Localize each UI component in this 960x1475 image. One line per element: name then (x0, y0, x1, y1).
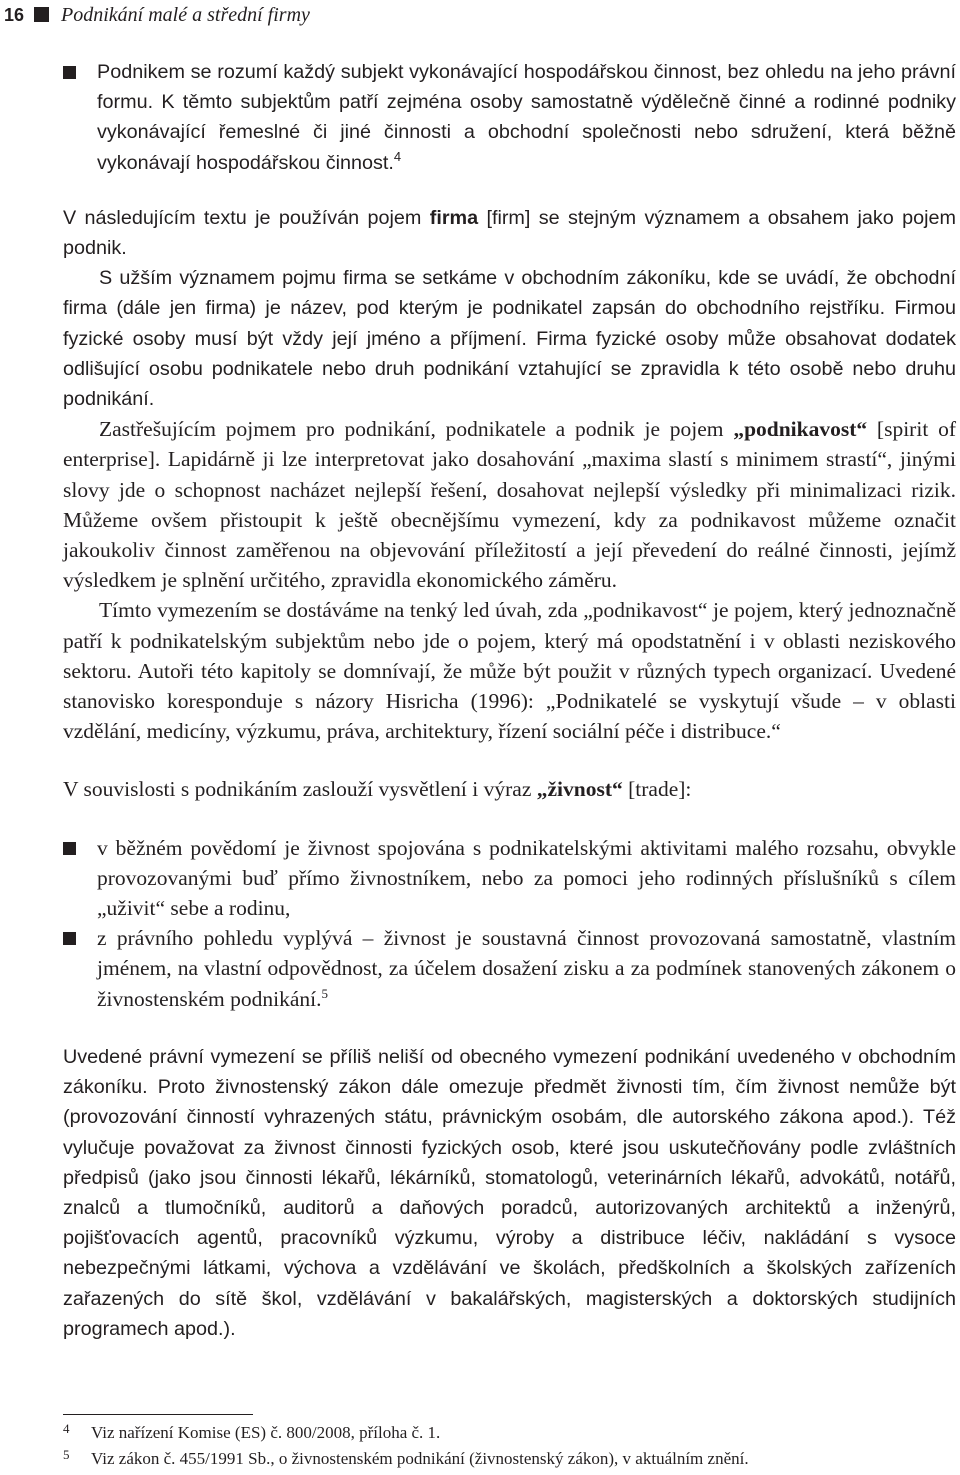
running-title: Podnikání malé a střední firmy (61, 4, 310, 26)
square-bullet-icon (63, 932, 76, 945)
definition-paragraph: Podnikem se rozumí každý subjekt vykonávající hospodářskou činnost, bez ohledu na jeho právní formu. K těmto subjektům patří zejména osoby samostatně výdělečně činné a rodinné podniky vykonávající řemeslné či jiné činnosti a obchodní společnosti nebo sdružení, která běžně vykonávají hospodářskou činnost.$^4$ (63, 57, 956, 178)
firma-law-paragraph: S užším významem pojmu firma se setkáme v obchodním zákoníku, kde se uvádí, že obchodní firma (dále jen firma) je název, pod kterým je podnikatel zapsán do obchodního rejstříku. Firmou fyzické osoby musí být vždy její jméno a příjmení. Firma fyzické osoby může obsahovat dodatek odlišující osobu podnikatele nebo druh podnikání vztahující se zpravidla k této osobě nebo druhu podnikání. (63, 267, 956, 411)
footnote (63, 1420, 956, 1446)
square-bullet-icon (63, 66, 76, 79)
firma-paragraph: V následujícím textu je používán pojem firma [firm] se stejným významem a obsahem jako pojem podnik. (63, 206, 956, 260)
footnote-ref: 4 (393, 148, 402, 164)
square-bullet-icon (63, 842, 76, 855)
footnote-text: Viz zákon č. 455/1991 Sb., o živnostenském podnikání (živnostenský zákon), v aktuálním znění. (91, 1449, 749, 1468)
footnote-text: Viz nařízení Komise (ES) č. 800/2008, příloha č. 1. (91, 1423, 441, 1442)
term-zivnost: „živnost“ (536, 777, 623, 802)
bullet-item: z právního pohledu vyplývá – živnost je soustavná činnost provozovaná samostatně, vlastním jménem, na vlastní odpovědnost, za účelem dosažení zisku a za podmínek stanovených zákonem o živnostenském podnikání.$^5$ (63, 923, 956, 1014)
bullet-item: v běžném povědomí je živnost spojována s podnikatelskými aktivitami malého rozsahu, obvykle provozovanými buď přímo živnostníkem, nebo za pomoci jeho rodinných příslušníků s cílem „uživit“ sebe a rodinu, (63, 833, 956, 924)
body-text (63, 57, 956, 1344)
zivnost-intro: V souvislosti s podnikáním zaslouží vysvětlení i výraz „živnost“ [trade]: (63, 777, 692, 802)
podnikavost-paragraph: Zastřešujícím pojmem pro podnikání, podnikatele a podnik je pojem „podnikavost“ [spirit of enterprise]. Lapidárně ji lze interpretovat jako dosahování „maxima slastí s minimem strastí“, jinými slovy jde o schopnost nacházet nejlepší řešení, dosahovat nejlepší výsledky při minimalizaci rizik. Můžeme ovšem přistoupit k ještě obecnějšímu vymezení, kdy za podnikavost můžeme označit jakoukoliv činnost zaměřenou na objevování příležitostí a její převedení do reálné činnosti, jejímž výsledkem je splnění určitého, zpravidla ekonomického záměru. (63, 417, 956, 593)
term-podnikavost: „podnikavost“ (733, 417, 868, 442)
page-number: 16 (4, 5, 25, 25)
page-header (4, 1, 310, 29)
footnotes (63, 1420, 956, 1472)
footnote-ref: 5 (321, 985, 329, 1001)
footnote (63, 1446, 956, 1472)
footnote-number: 4 (63, 1421, 70, 1436)
footnote-number: 5 (63, 1447, 70, 1462)
legal-definition-paragraph: Uvedené právní vymezení se příliš neliší od obecného vymezení podnikání uvedeného v obchodním zákoníku. Proto živnostenský zákon dále omezuje předmět živnosti tím, čím živnost nemůže být (provozování činností vyhrazených státu, právnickým osobám, dle autorského zákona apod.). Též vylučuje považovat za živnost činnosti fyzických osob, které jsou uskutečňovány podle zvláštních předpisů (jako jsou činnosti lékařů, lékárníků, stomatologů, veterinárních lékařů, advokátů, notářů, znalců a tlumočníků, auditorů a daňových poradců, autorizovaných architektů a inženýrů, pojišťovacích agentů, pracovníků výzkumu, výroby a distribuce léčiv, nakládání s vysoce nebezpečnými látkami, výchova a vzdělávání ve školách, předškolních a školských zařízeních zařazených do sítě škol, vzdělávání v bakalářských, magisterských a doktorských studijních programech apod.). (63, 1045, 956, 1340)
square-bullet-icon (34, 7, 49, 22)
hisrich-paragraph: Tímto vymezením se dostáváme na tenký led úvah, zda „podnikavost“ je pojem, který jednoznačně patří k podnikatelským subjektům nebo jde o pojem, který má opodstatnění i v oblasti neziskového sektoru. Autoři této kapitoly se domnívají, že může být použit v různých typech organizací. Uvedené stanovisko koresponduje s názory Hisricha (1996): „Podnikatelé se vyskytují všude – v oblasti vzdělání, medicíny, výzkumu, práva, architektury, řízení sociální péče i distribuce.“ (63, 598, 956, 744)
term-firma: firma (429, 206, 479, 229)
footnote-divider (63, 1414, 253, 1415)
